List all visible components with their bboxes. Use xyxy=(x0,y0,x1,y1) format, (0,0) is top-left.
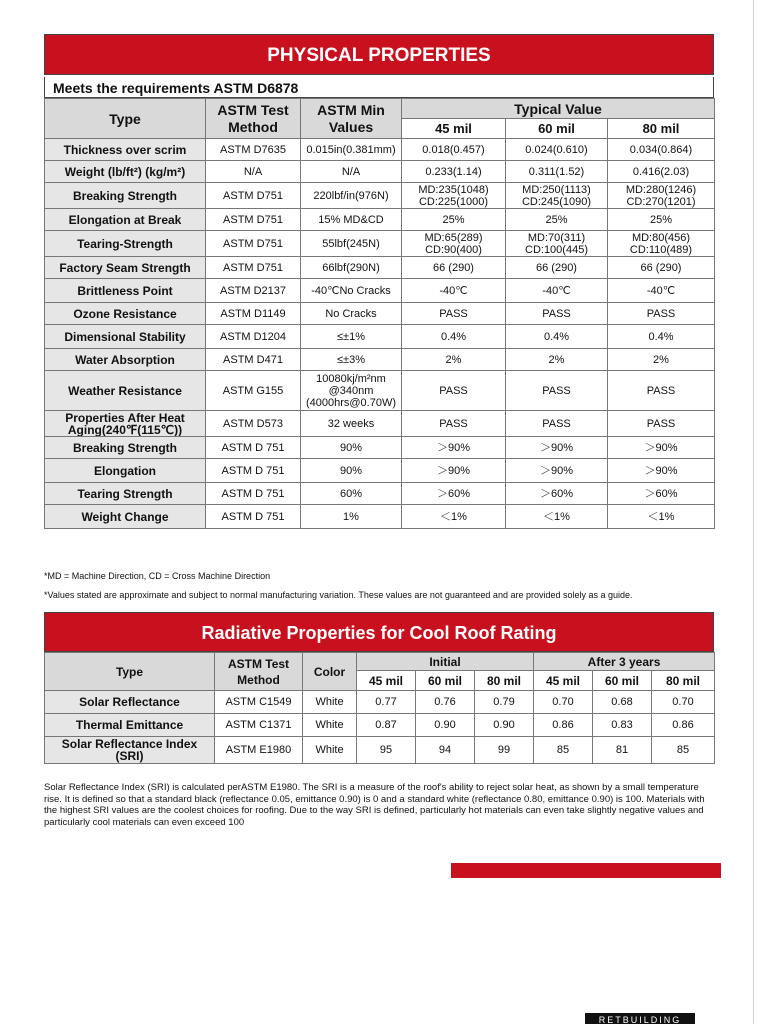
rad-col-initial-60: 60 mil xyxy=(416,671,475,691)
property-name: Tearing-Strength xyxy=(45,231,206,257)
table-row xyxy=(45,691,715,714)
test-method: ASTM D 751 xyxy=(206,437,301,459)
rad-value: 94 xyxy=(416,737,475,764)
value-80-mil: 25% xyxy=(608,209,715,231)
sri-explanation: Solar Reflectance Index (SRI) is calculated perASTM E1980. The SRI is a measure of the roof's ability to reject solar heat, as shown by a small temperature rise. It is defined so that a standard black (reflectance 0.05, emittance 0.90) is 0 and a standard white (reflectance 0.80, emittance 0.90) is 100. Materials with the highest SRI values are the coolest choices for roofing. Due to the way SRI is defined, particularly hot materials can even take slightly negative values and particularly cool materials can even exceed 100 xyxy=(44,782,705,828)
value-45-mil: ＞90% xyxy=(402,437,506,459)
rad-value: 0.86 xyxy=(652,714,715,737)
rad-property-name: Solar Reflectance Index (SRI) xyxy=(45,737,215,764)
value-60-mil: 2% xyxy=(506,349,608,371)
table-row xyxy=(45,257,715,279)
col-80-mil: 80 mil xyxy=(608,119,715,139)
value-60-mil: PASS xyxy=(506,303,608,325)
value-60-mil: MD:70(311) CD:100(445) xyxy=(506,231,608,257)
rad-type-header: Type xyxy=(45,653,215,691)
table-row xyxy=(45,325,715,349)
astm-min-values-header: ASTM Min Values xyxy=(301,99,402,139)
radiative-properties-banner: Radiative Properties for Cool Roof Rating xyxy=(44,612,714,652)
rad-value: 0.79 xyxy=(475,691,534,714)
value-45-mil: ＜1% xyxy=(402,505,506,529)
initial-header: Initial xyxy=(357,653,534,671)
value-45-mil: ＞90% xyxy=(402,459,506,483)
test-method: ASTM D1149 xyxy=(206,303,301,325)
value-80-mil: ＞90% xyxy=(608,437,715,459)
value-60-mil: ＞90% xyxy=(506,437,608,459)
rad-value: 99 xyxy=(475,737,534,764)
value-60-mil: 25% xyxy=(506,209,608,231)
property-name: Tearing Strength xyxy=(45,483,206,505)
rad-value: 0.83 xyxy=(593,714,652,737)
rad-method-header: ASTM Test Method xyxy=(215,653,303,691)
test-method: ASTM D 751 xyxy=(206,459,301,483)
col-45-mil: 45 mil xyxy=(402,119,506,139)
test-method: ASTM D573 xyxy=(206,411,301,437)
type-header: Type xyxy=(45,99,206,139)
min-value: N/A xyxy=(301,161,402,183)
rad-value: 0.77 xyxy=(357,691,416,714)
table-row xyxy=(45,437,715,459)
value-60-mil: PASS xyxy=(506,371,608,411)
table-row xyxy=(45,411,715,437)
rad-col-after-60: 60 mil xyxy=(593,671,652,691)
value-80-mil: 2% xyxy=(608,349,715,371)
rad-value: 0.76 xyxy=(416,691,475,714)
test-method: ASTM D751 xyxy=(206,183,301,209)
value-80-mil: PASS xyxy=(608,303,715,325)
value-45-mil: 0.4% xyxy=(402,325,506,349)
value-45-mil: 66 (290) xyxy=(402,257,506,279)
min-value: 220lbf/in(976N) xyxy=(301,183,402,209)
property-name: Weather Resistance xyxy=(45,371,206,411)
test-method: N/A xyxy=(206,161,301,183)
property-name: Thickness over scrim xyxy=(45,139,206,161)
value-60-mil: 0.311(1.52) xyxy=(506,161,608,183)
col-60-mil: 60 mil xyxy=(506,119,608,139)
test-method: ASTM D7635 xyxy=(206,139,301,161)
rad-value: 0.87 xyxy=(357,714,416,737)
rad-col-after-45: 45 mil xyxy=(534,671,593,691)
value-45-mil: PASS xyxy=(402,411,506,437)
min-value: -40℃No Cracks xyxy=(301,279,402,303)
rad-value: 95 xyxy=(357,737,416,764)
table-row xyxy=(45,371,715,411)
rad-value: 0.90 xyxy=(475,714,534,737)
value-60-mil: ＞90% xyxy=(506,459,608,483)
property-name: Weight Change xyxy=(45,505,206,529)
rad-property-name: Solar Reflectance xyxy=(45,691,215,714)
min-value: 90% xyxy=(301,459,402,483)
test-method: ASTM G155 xyxy=(206,371,301,411)
value-80-mil: PASS xyxy=(608,371,715,411)
property-name: Elongation at Break xyxy=(45,209,206,231)
value-45-mil: -40℃ xyxy=(402,279,506,303)
table-row xyxy=(45,459,715,483)
table-row xyxy=(45,505,715,529)
value-60-mil: ＞60% xyxy=(506,483,608,505)
rad-test-method: ASTM C1371 xyxy=(215,714,303,737)
value-80-mil: ＞90% xyxy=(608,459,715,483)
value-45-mil: 25% xyxy=(402,209,506,231)
value-60-mil: ＜1% xyxy=(506,505,608,529)
table-row xyxy=(45,139,715,161)
physical-properties-banner: PHYSICAL PROPERTIES xyxy=(44,34,714,75)
rad-value: 85 xyxy=(652,737,715,764)
value-45-mil: 0.018(0.457) xyxy=(402,139,506,161)
rad-property-name: Thermal Emittance xyxy=(45,714,215,737)
table-row xyxy=(45,737,715,764)
min-value: 0.015in(0.381mm) xyxy=(301,139,402,161)
rad-color: White xyxy=(303,737,357,764)
min-value: ≤±3% xyxy=(301,349,402,371)
value-45-mil: PASS xyxy=(402,371,506,411)
rad-col-initial-45: 45 mil xyxy=(357,671,416,691)
property-name: Dimensional Stability xyxy=(45,325,206,349)
red-accent-bar xyxy=(451,863,721,878)
typical-value-header: Typical Value xyxy=(402,99,715,119)
rad-value: 0.70 xyxy=(652,691,715,714)
value-80-mil: 0.034(0.864) xyxy=(608,139,715,161)
property-name: Ozone Resistance xyxy=(45,303,206,325)
value-45-mil: 2% xyxy=(402,349,506,371)
value-80-mil: -40℃ xyxy=(608,279,715,303)
table-row xyxy=(45,209,715,231)
rad-value: 0.68 xyxy=(593,691,652,714)
rad-col-initial-80: 80 mil xyxy=(475,671,534,691)
value-60-mil: 0.024(0.610) xyxy=(506,139,608,161)
table-row xyxy=(45,161,715,183)
test-method: ASTM D751 xyxy=(206,231,301,257)
test-method: ASTM D751 xyxy=(206,209,301,231)
rad-color-header: Color xyxy=(303,653,357,691)
value-45-mil: MD:235(1048) CD:225(1000) xyxy=(402,183,506,209)
value-45-mil: PASS xyxy=(402,303,506,325)
physical-properties-table xyxy=(44,98,715,529)
table-row xyxy=(45,279,715,303)
property-name: Elongation xyxy=(45,459,206,483)
min-value: 90% xyxy=(301,437,402,459)
property-name: Properties After Heat Aging(240℉(115℃)) xyxy=(45,411,206,437)
property-name: Factory Seam Strength xyxy=(45,257,206,279)
property-name: Breaking Strength xyxy=(45,437,206,459)
value-45-mil: 0.233(1.14) xyxy=(402,161,506,183)
table-row xyxy=(45,714,715,737)
property-name: Water Absorption xyxy=(45,349,206,371)
value-45-mil: ＞60% xyxy=(402,483,506,505)
value-80-mil: ＞60% xyxy=(608,483,715,505)
value-80-mil: 0.4% xyxy=(608,325,715,349)
value-80-mil: 66 (290) xyxy=(608,257,715,279)
test-method: ASTM D 751 xyxy=(206,483,301,505)
value-45-mil: MD:65(289) CD:90(400) xyxy=(402,231,506,257)
min-value: ≤±1% xyxy=(301,325,402,349)
md-cd-footnote: *MD = Machine Direction, CD = Cross Machine Direction xyxy=(44,571,271,581)
min-value: No Cracks xyxy=(301,303,402,325)
value-80-mil: MD:80(456) CD:110(489) xyxy=(608,231,715,257)
astm-requirement-subtitle: Meets the requirements ASTM D6878 xyxy=(44,77,714,98)
property-name: Brittleness Point xyxy=(45,279,206,303)
rad-col-after-80: 80 mil xyxy=(652,671,715,691)
value-60-mil: 0.4% xyxy=(506,325,608,349)
value-60-mil: 66 (290) xyxy=(506,257,608,279)
value-60-mil: MD:250(1113) CD:245(1090) xyxy=(506,183,608,209)
value-80-mil: ＜1% xyxy=(608,505,715,529)
test-method: ASTM D 751 xyxy=(206,505,301,529)
table-row xyxy=(45,483,715,505)
test-method: ASTM D471 xyxy=(206,349,301,371)
property-name: Weight (lb/ft²) (kg/m²) xyxy=(45,161,206,183)
min-value: 15% MD&CD xyxy=(301,209,402,231)
brand-logo: RETBUILDING xyxy=(585,1013,695,1024)
values-disclaimer: *Values stated are approximate and subject to normal manufacturing variation. These values are not guaranteed and are provided solely as a guide. xyxy=(44,590,633,600)
table-row xyxy=(45,349,715,371)
rad-value: 0.86 xyxy=(534,714,593,737)
property-name: Breaking Strength xyxy=(45,183,206,209)
min-value: 32 weeks xyxy=(301,411,402,437)
page-edge-line xyxy=(753,0,754,1024)
min-value: 1% xyxy=(301,505,402,529)
rad-color: White xyxy=(303,714,357,737)
table-row xyxy=(45,183,715,209)
rad-test-method: ASTM E1980 xyxy=(215,737,303,764)
min-value: 10080kj/m²nm @340nm (4000hrs@0.70W) xyxy=(301,371,402,411)
value-80-mil: 0.416(2.03) xyxy=(608,161,715,183)
after-3-years-header: After 3 years xyxy=(534,653,715,671)
rad-value: 0.90 xyxy=(416,714,475,737)
rad-value: 81 xyxy=(593,737,652,764)
test-method: ASTM D1204 xyxy=(206,325,301,349)
value-60-mil: PASS xyxy=(506,411,608,437)
astm-test-method-header: ASTM Test Method xyxy=(206,99,301,139)
rad-value: 0.70 xyxy=(534,691,593,714)
test-method: ASTM D2137 xyxy=(206,279,301,303)
rad-color: White xyxy=(303,691,357,714)
rad-value: 85 xyxy=(534,737,593,764)
table-row xyxy=(45,303,715,325)
value-80-mil: MD:280(1246) CD:270(1201) xyxy=(608,183,715,209)
value-60-mil: -40℃ xyxy=(506,279,608,303)
value-80-mil: PASS xyxy=(608,411,715,437)
table-row xyxy=(45,231,715,257)
min-value: 55lbf(245N) xyxy=(301,231,402,257)
radiative-properties-table xyxy=(44,652,715,764)
min-value: 66lbf(290N) xyxy=(301,257,402,279)
test-method: ASTM D751 xyxy=(206,257,301,279)
rad-test-method: ASTM C1549 xyxy=(215,691,303,714)
min-value: 60% xyxy=(301,483,402,505)
